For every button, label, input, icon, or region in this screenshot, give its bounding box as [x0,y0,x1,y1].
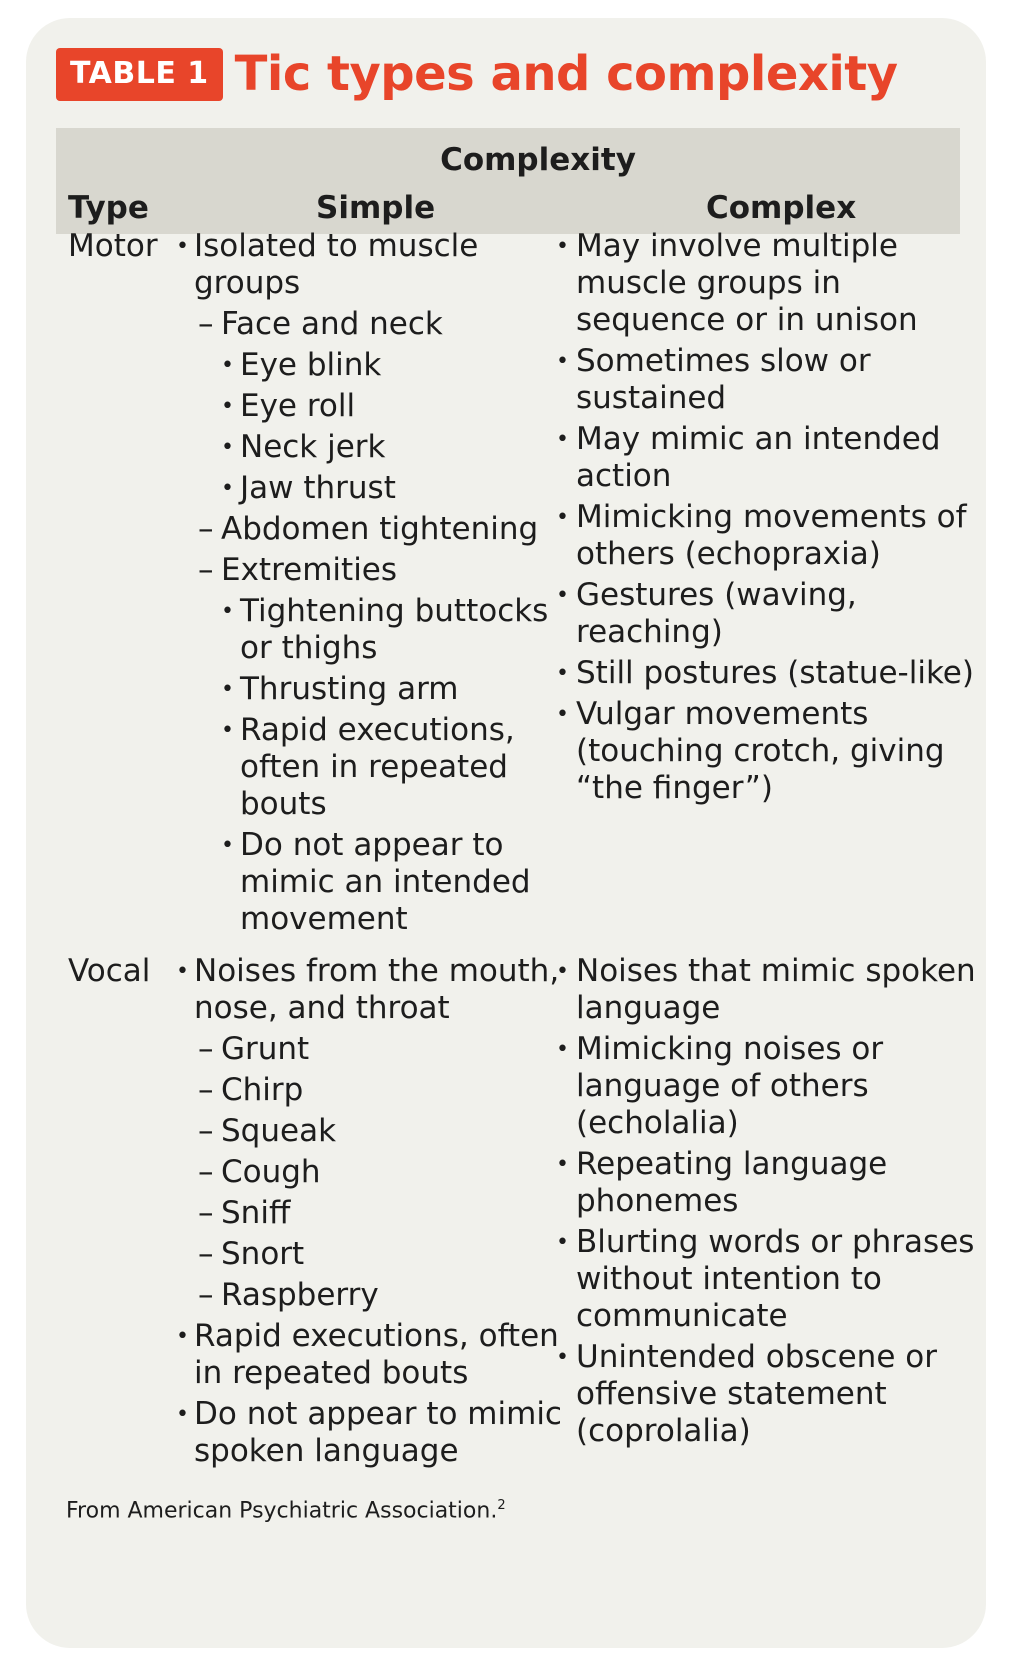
list-item: • Still postures (statue-like) [556,655,976,692]
list-item: • Gestures (waving, reaching) [556,577,976,651]
list-item: • Rapid executions, often in repeated bouts [176,1318,576,1392]
header-complex: Complex [706,190,857,226]
table-title-row [56,46,898,102]
source-text: From American Psychiatric Association. [66,1498,498,1524]
list-item: • Jaw thrust [221,470,396,506]
list-item: • Blurting words or phrases without intention to communicate [556,1224,976,1335]
list-item: – Grunt [198,1031,310,1067]
row-label-vocal: Vocal [68,953,151,989]
list-item: – Cough [198,1154,321,1190]
list-item: • Mimicking movements of others (echopraxia) [556,499,976,573]
table-title: Tic types and complexity [234,46,898,102]
list-item: • Noises that mimic spoken language [556,953,976,1027]
list-item: • Unintended obscene or offensive statement (coprolalia) [556,1339,976,1450]
list-item: • Eye blink [221,347,382,383]
list-item: – Squeak [198,1113,337,1149]
list-item: • Noises from the mouth, nose, and throat [176,953,576,1027]
list-item: • May mimic an intended action [556,421,976,495]
list-item: – Face and neck [198,306,443,342]
list-item: • Do not appear to mimic an intended movement [221,827,531,937]
list-item: – Raspberry [198,1277,379,1313]
table-header [56,128,960,234]
list-item: • Repeating language phonemes [556,1146,976,1220]
list-item: • Isolated to muscle groups [176,228,576,302]
list-item: – Sniff [198,1195,291,1231]
source-footnote [66,1498,506,1523]
list-item: • Tightening buttocks or thighs [221,593,549,666]
header-complexity: Complexity [440,142,636,178]
vocal-complex-cell [556,953,976,1454]
list-item: – Chirp [198,1072,304,1108]
list-item: • Thrusting arm [221,671,459,707]
list-item: – Snort [198,1236,305,1272]
list-item: • Eye roll [221,388,356,424]
table-card [26,18,986,1648]
vocal-simple-cell [176,953,576,1474]
reference-number: 2 [497,1498,506,1513]
table-number-badge: TABLE 1 [56,48,223,101]
list-item: • Mimicking noises or language of others (echolalia) [556,1031,976,1142]
header-type: Type [68,190,149,226]
motor-simple-cell [176,228,576,942]
list-item: – Abdomen tightening [198,511,539,547]
list-item: • Sometimes slow or sustained [556,343,976,417]
list-item: – Extremities [198,552,398,588]
row-label-motor: Motor [68,228,158,264]
motor-complex-cell [556,228,976,811]
list-item: • Vulgar movements (touching crotch, giving “the finger”) [556,696,976,807]
list-item: • May involve multiple muscle groups in sequence or in unison [556,228,976,339]
list-item: • Neck jerk [221,429,386,465]
header-simple: Simple [316,190,436,226]
list-item: • Do not appear to mimic spoken language [176,1396,576,1470]
list-item: • Rapid executions, often in repeated bouts [221,712,515,822]
